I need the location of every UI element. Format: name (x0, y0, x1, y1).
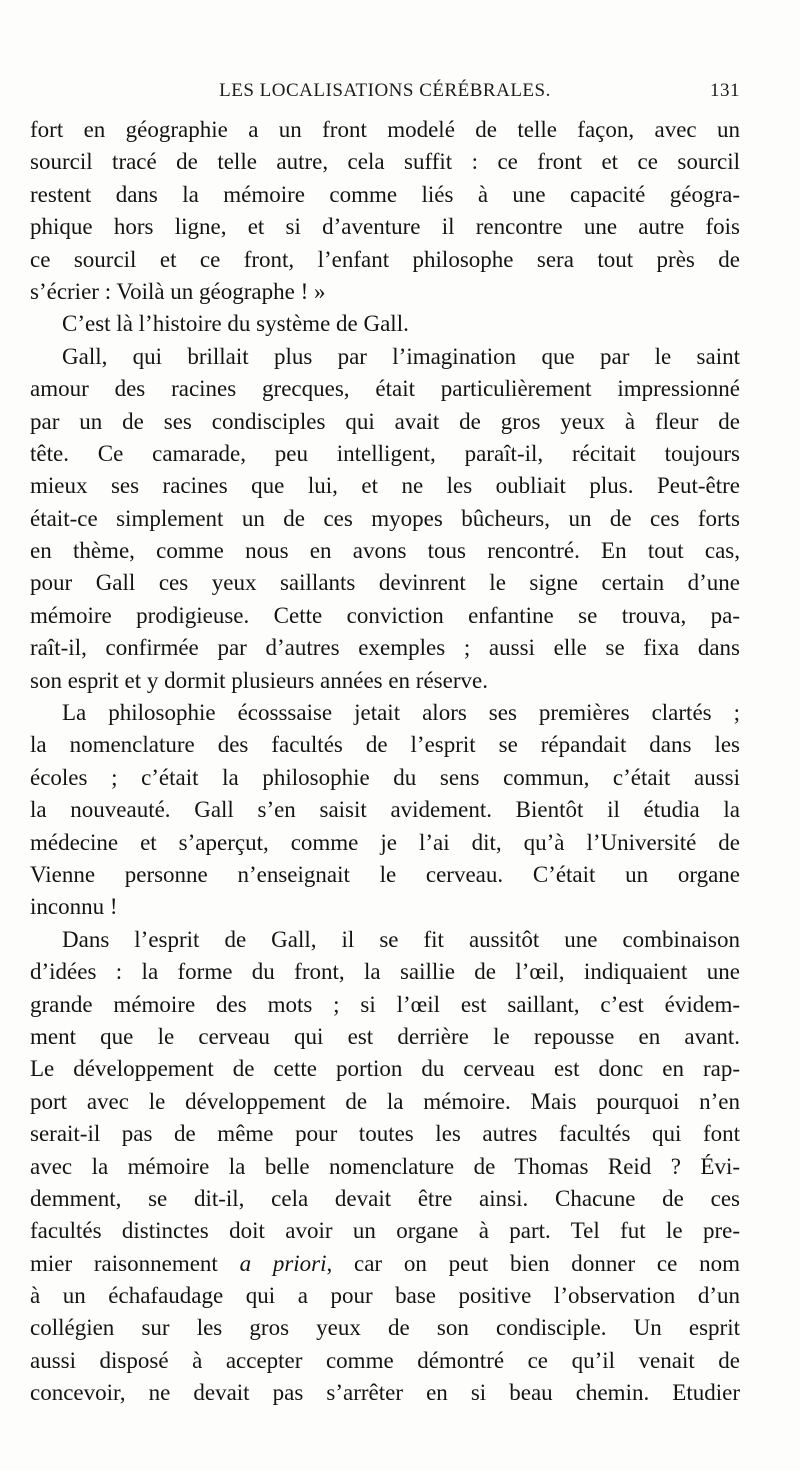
text-line: sourcil tracé de telle autre, cela suffit : ce front et ce sourcil (30, 149, 740, 175)
text-line: d’idées : la forme du front, la saillie de l’œil, indiquaient une (30, 959, 740, 985)
text-line: amour des racines grecques, était particulièrement impressionné (30, 376, 740, 402)
text-line: ment que le cerveau qui est derrière le repousse en avant. (30, 1023, 740, 1049)
text-line: Gall, qui brillait plus par l’imagination que par le saint (62, 343, 740, 369)
text-line: mieux ses racines que lui, et ne les oubliait plus. Peut-être (30, 473, 740, 499)
body-text (30, 114, 740, 1410)
text-line: phique hors ligne, et si d’aventure il rencontre une autre fois (30, 214, 740, 240)
text-line: facultés distinctes doit avoir un organe à part. Tel fut le pre- (30, 1218, 740, 1244)
text-line: écoles ; c’était la philosophie du sens commun, c’était aussi (30, 764, 740, 790)
text-line: inconnu ! (30, 894, 118, 920)
text-line: collégien sur les gros yeux de son condisciple. Un esprit (30, 1315, 740, 1341)
text-line: raît-il, confirmée par d’autres exemples ; aussi elle se fixa dans (30, 635, 740, 661)
text-line: la nouveauté. Gall s’en saisit avidement. Bientôt il étudia la (30, 797, 740, 823)
page-number: 131 (710, 80, 740, 101)
text-line: par un de ses condisciples qui avait de gros yeux à fleur de (30, 408, 740, 434)
text-line: la nomenclature des facultés de l’esprit se répandait dans les (30, 732, 740, 758)
text-line: Le développement de cette portion du cerveau est donc en rap- (30, 1056, 740, 1082)
text-line: grande mémoire des mots ; si l’œil est saillant, c’est évidem- (30, 991, 740, 1017)
text-line: aussi disposé à accepter comme démontré ce qu’il venait de (30, 1347, 740, 1373)
text-line: concevoir, ne devait pas s’arrêter en si beau chemin. Etudier (30, 1380, 740, 1406)
text-line: s’écrier : Voilà un géographe ! » (30, 278, 326, 304)
text-line: ce sourcil et ce front, l’enfant philosophe sera tout près de (30, 246, 740, 272)
text-line: mémoire prodigieuse. Cette conviction enfantine se trouva, pa- (30, 602, 740, 628)
text-line: restent dans la mémoire comme liés à une capacité géogra- (30, 181, 740, 207)
text-line (30, 1248, 740, 1280)
text-line: La philosophie écosssaise jetait alors ses premières clartés ; (62, 700, 740, 726)
text-line: son esprit et y dormit plusieurs années en réserve. (30, 667, 488, 693)
text-line: avec la mémoire la belle nomenclature de Thomas Reid ? Évi- (30, 1153, 740, 1179)
text-line: était-ce simplement un de ces myopes bûcheurs, un de ces forts (30, 505, 740, 531)
text-line: Dans l’esprit de Gall, il se fit aussitôt une combinaison (62, 926, 740, 952)
text-line: fort en géographie a un front modelé de telle façon, avec un (30, 117, 740, 142)
text-line: pour Gall ces yeux saillants devinrent le signe certain d’une (30, 570, 740, 596)
running-title: LES LOCALISATIONS CÉRÉBRALES. (219, 80, 551, 101)
text-segment: mier raisonnement (30, 1250, 240, 1276)
text-line: port avec le développement de la mémoire. Mais pourquoi n’en (30, 1088, 740, 1114)
italic-phrase: a priori (239, 1250, 327, 1276)
text-line: demment, se dit-il, cela devait être ainsi. Chacune de ces (30, 1185, 740, 1211)
running-head (30, 80, 740, 106)
text-line: Vienne personne n’enseignait le cerveau. C’était un organe (30, 861, 740, 887)
text-line: tête. Ce camarade, peu intelligent, paraît-il, récitait toujours (30, 440, 740, 466)
text-line: en thème, comme nous en avons tous rencontré. En tout cas, (30, 538, 740, 564)
text-line: médecine et s’aperçut, comme je l’ai dit, qu’à l’Université de (30, 829, 740, 855)
text-line: C’est là l’histoire du système de Gall. (62, 311, 409, 337)
text-line: à un échafaudage qui a pour base positive l’observation d’un (30, 1283, 740, 1309)
text-line: serait-il pas de même pour toutes les autres facultés qui font (30, 1121, 740, 1147)
text-segment: , car on peut bien donner ce nom (326, 1250, 740, 1276)
